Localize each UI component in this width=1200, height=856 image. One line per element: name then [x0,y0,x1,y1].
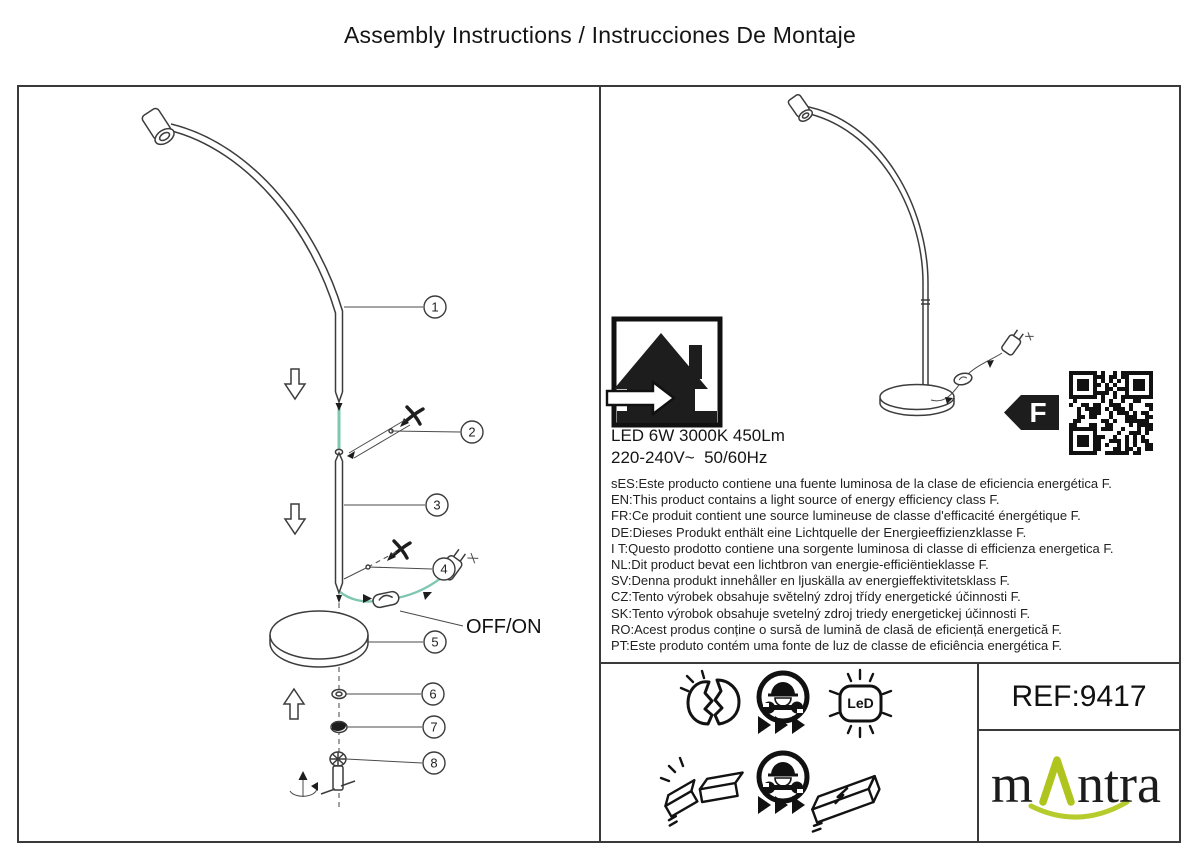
energy-statement: NL:Dit product bevat een lichtbron van energie-efficiëntieklasse F. [611,557,989,573]
page-title: Assembly Instructions / Instrucciones De Montaje [344,22,856,48]
fixing-bolt [321,752,355,794]
exploded-diagram [19,87,599,841]
brand-caret [1043,760,1071,802]
service-pictograms-svg [601,664,977,839]
svg-text:2: 2 [468,424,476,440]
rotate-arrow-icon [290,771,318,797]
switch-leader [400,611,463,626]
indoor-use-icon [607,319,720,425]
up-arrow-icon [284,689,304,719]
down-arrow-icon [285,504,305,534]
info-top-section [601,87,1179,662]
callout-1 [344,296,446,318]
lamp-spec-line: 220-240V~ 50/60Hz [611,448,768,467]
technician-icon [759,673,807,721]
callout-8 [346,752,445,774]
cable-joint-upper [335,403,342,455]
brand-text-left: m [991,754,1034,814]
energy-statement: I T:Questo prodotto contiene una sorgente luminosa di classe di efficienza energetica F. [611,540,1114,556]
energy-statement: DE:Dieses Produkt enthält eine Lichtquelle der Energieeffizienzklasse F. [611,524,1027,540]
plug-illustration [1001,325,1034,360]
svg-text:1: 1 [431,299,439,315]
svg-text:3: 3 [433,497,441,513]
broken-led-icon [681,671,739,724]
screw-icon [347,407,423,459]
energy-statement: PT:Este produto contém uma fonte de luz de classe de eficiência energética F. [611,638,1062,654]
lamp-spec-line: LED 6W 3000K 450Lm [611,426,785,445]
mantra-logo [987,744,1171,828]
callout-5 [366,631,446,653]
arched-arm [168,124,343,402]
footer-cells [979,664,1179,841]
reference-number: REF:9417 [1011,679,1147,713]
energy-statements [611,476,1177,654]
energy-text-block [611,425,1177,654]
down-arrow-icon [285,369,305,399]
broken-driver-icon [656,758,746,826]
svg-text:4: 4 [440,561,448,577]
svg-text:6: 6 [429,686,437,702]
main-frame [17,85,1181,843]
callout-3 [344,494,448,516]
svg-text:5: 5 [431,634,439,650]
led-driver-icon [802,776,885,831]
callout-7 [347,716,445,738]
svg-text:8: 8 [430,755,438,771]
led-badge-text: LeD [847,695,874,711]
brand-text-right: ntra [1077,754,1161,814]
lower-pole [336,453,343,593]
energy-statement: SK:Tento výrobok obsahuje svetelný zdroj triedy energetickej účinnosti F. [611,605,1031,621]
callout-4 [344,558,455,580]
switch-label: OFF/ON [466,616,542,638]
washer [332,690,346,699]
energy-statement: EN:This product contains a light source of energy efficiency class F. [611,492,1000,508]
info-panel [601,87,1179,841]
base-disc [270,611,368,667]
energy-statement: sES:Este producto contiene una fuente luminosa de la clase de eficiencia energética F. [611,476,1112,491]
svg-text:7: 7 [430,719,438,735]
footer-section [601,662,1179,841]
exploded-diagram-panel [19,87,601,841]
brand-cell [979,731,1179,841]
energy-statement: CZ:Tento výrobek obsahuje světelný zdroj třídy energetické účinnosti F. [611,589,1021,605]
assembled-lamp-illustration [787,93,1034,415]
lamp-head [140,106,177,147]
led-lamp-icon [830,670,891,737]
energy-statement: SV:Denna produkt innehåller en ljuskälla av energieffektivitetsklass F. [611,573,1010,589]
service-pictograms [601,664,979,841]
callout-6 [346,683,444,705]
inline-switch [372,590,400,608]
energy-statement: FR:Ce produit contient une source lumineuse de classe d'efficacité énergétique F. [611,508,1081,524]
energy-statement: RO:Acest produs conține o sursă de lumină de clasă de eficiență energetică F. [611,621,1062,637]
technician-icon [759,753,807,801]
nut [331,722,347,733]
screw-icon [368,541,410,567]
reference-cell [979,664,1179,731]
energy-class-letter: F [1029,397,1047,428]
